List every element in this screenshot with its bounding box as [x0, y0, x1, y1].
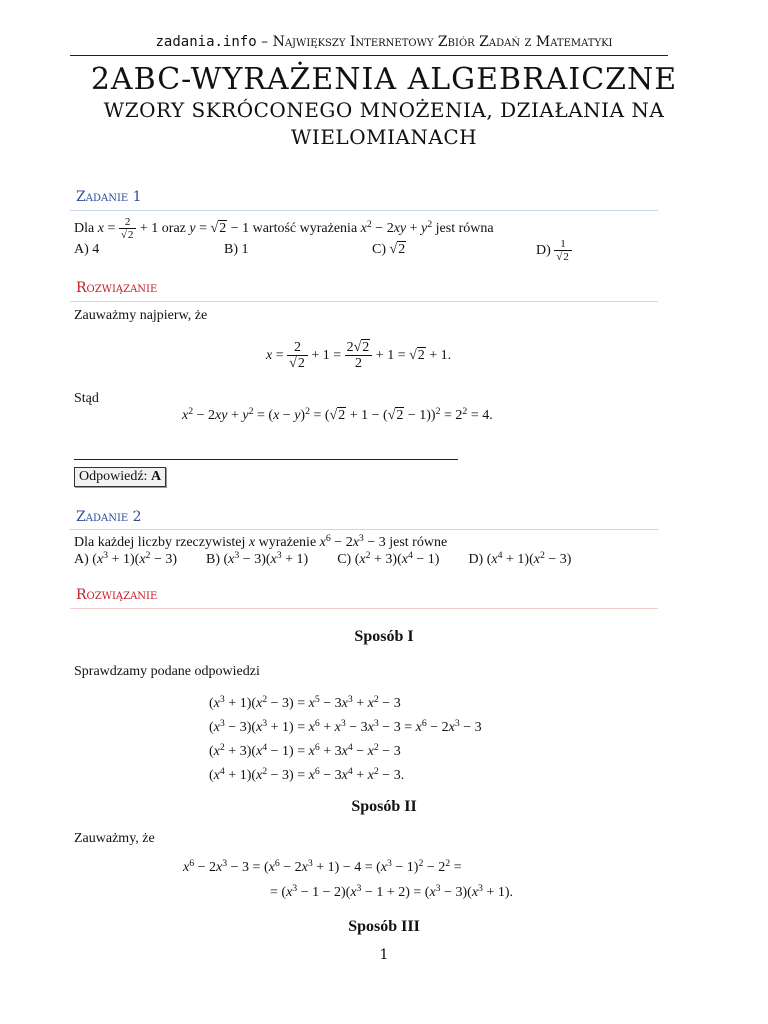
header-rule: [70, 55, 668, 56]
page-title: 2ABC-WYRAŻENIA ALGEBRAICZNE: [90, 62, 678, 97]
task1-option-c: C) √2: [372, 242, 406, 257]
method1-line-4: $(x^4 + 1)(x^2 - 3) = x^6 - 3x^4 + x^2 - 3$.: [209, 766, 405, 783]
task1-equation-2: $x^2 - 2xy + y^2 = (x - y)^2 = (√2 + 1 - (√2 - 1))^2 = 2^2 = 4$.: [182, 406, 493, 423]
task1-answer-label: Odpowiedź:: [79, 469, 148, 484]
method1-text: Sprawdzamy podane odpowiedzi: [74, 664, 260, 679]
method2-text: Zauważmy, że: [74, 831, 155, 846]
method1-equations: [209, 692, 482, 788]
task2-option-b: B) $(x^3 - 3)(x^3 + 1)$: [206, 550, 309, 567]
method1-line-1: $(x^3 + 1)(x^2 - 3) = x^5 - 3x^3 + x^2 - 3$: [209, 694, 401, 711]
method2-line-1: $x^6 - 2x^3 - 3 = (x^6 - 2x^3 + 1) - 4 = (x^3 - 1)^2 - 2^2$ =: [183, 858, 462, 875]
site-name: zadania.info: [155, 34, 257, 50]
task1-option-d-label: D): [536, 242, 551, 258]
task2-option-d: D) $(x^4 + 1)(x^2 - 3)$: [468, 550, 572, 567]
task1-option-c-label: C): [372, 242, 386, 257]
task2-question: Dla każdej liczby rzeczywistej x wyrażenie $x^6 - 2x^3 - 3$ jest równe: [74, 533, 448, 550]
task1-question-end: jest równa: [435, 220, 494, 236]
task1-equation-1: x = $\frac{2}{√2}$ + 1 = $\frac{2√2}{2}$ + 1 = √2 + 1.: [266, 340, 452, 372]
task1-question-pre: Dla: [74, 220, 95, 236]
site-tagline: Największy Internetowy Zbiór Zadań z Matematyki: [272, 34, 613, 50]
task1-option-a: A) 4: [74, 242, 100, 257]
task2-solution-heading: Rozwiązanie: [76, 587, 158, 603]
page-header: [0, 34, 768, 50]
task2-options: [74, 552, 571, 568]
task1-note2: Stąd: [74, 391, 99, 406]
method2-heading: Sposób II: [351, 798, 417, 815]
task2-heading: Zadanie 2: [76, 509, 142, 525]
method3-heading: Sposób III: [348, 918, 420, 935]
task1-heading-rule: [70, 210, 658, 211]
task1-question-post: wartość wyrażenia: [252, 220, 358, 236]
task2-option-c: C) $(x^2 + 3)(x^4 - 1)$: [337, 550, 440, 567]
page-number: 1: [379, 947, 389, 963]
page-subtitle-line1: WZORY SKRÓCONEGO MNOŻENIA, DZIAŁANIA NA: [103, 98, 665, 122]
method1-heading: Sposób I: [354, 628, 414, 645]
page-subtitle-line2: WIELOMIANACH: [290, 125, 478, 149]
header-dash: –: [256, 34, 273, 50]
task1-question: Dla x = $\frac{2}{√2}$ + 1 oraz y = √2 − 1 wartość wyrażenia $x^2 - 2xy + y^2$ jest równa: [74, 216, 494, 242]
task2-option-a: A) $(x^3 + 1)(x^2 - 3)$: [74, 550, 177, 567]
task1-heading: Zadanie 1: [76, 189, 142, 205]
task1-answer-value: A: [150, 469, 162, 484]
task2-question-pre: Dla każdej liczby rzeczywistej: [74, 535, 246, 550]
answer-rule: [74, 459, 458, 460]
task1-option-d: D) $\frac{1}{√2}$: [536, 238, 572, 263]
task1-option-b: B) 1: [224, 242, 249, 257]
task1-note1: Zauważmy najpierw, że: [74, 308, 208, 323]
task1-answer-box: [74, 467, 166, 487]
task2-question-mid: wyrażenie: [258, 535, 317, 550]
method2-line-2: = $(x^3 - 1 - 2)(x^3 - 1 + 2) = (x^3 - 3)(x^3 + 1)$.: [270, 883, 513, 900]
method1-line-2: $(x^3 - 3)(x^3 + 1) = x^6 + x^3 - 3x^3 - 3 = x^6 - 2x^3 - 3$: [209, 718, 482, 735]
task2-question-end: jest równe: [389, 535, 448, 550]
task1-solution-heading: Rozwiązanie: [76, 280, 158, 296]
method1-line-3: $(x^2 + 3)(x^4 - 1) = x^6 + 3x^4 - x^2 - 3$: [209, 742, 401, 759]
task2-solution-rule: [70, 608, 658, 609]
task1-question-mid: oraz: [161, 220, 186, 236]
task1-solution-rule: [70, 301, 658, 302]
task2-heading-rule: [70, 529, 658, 530]
